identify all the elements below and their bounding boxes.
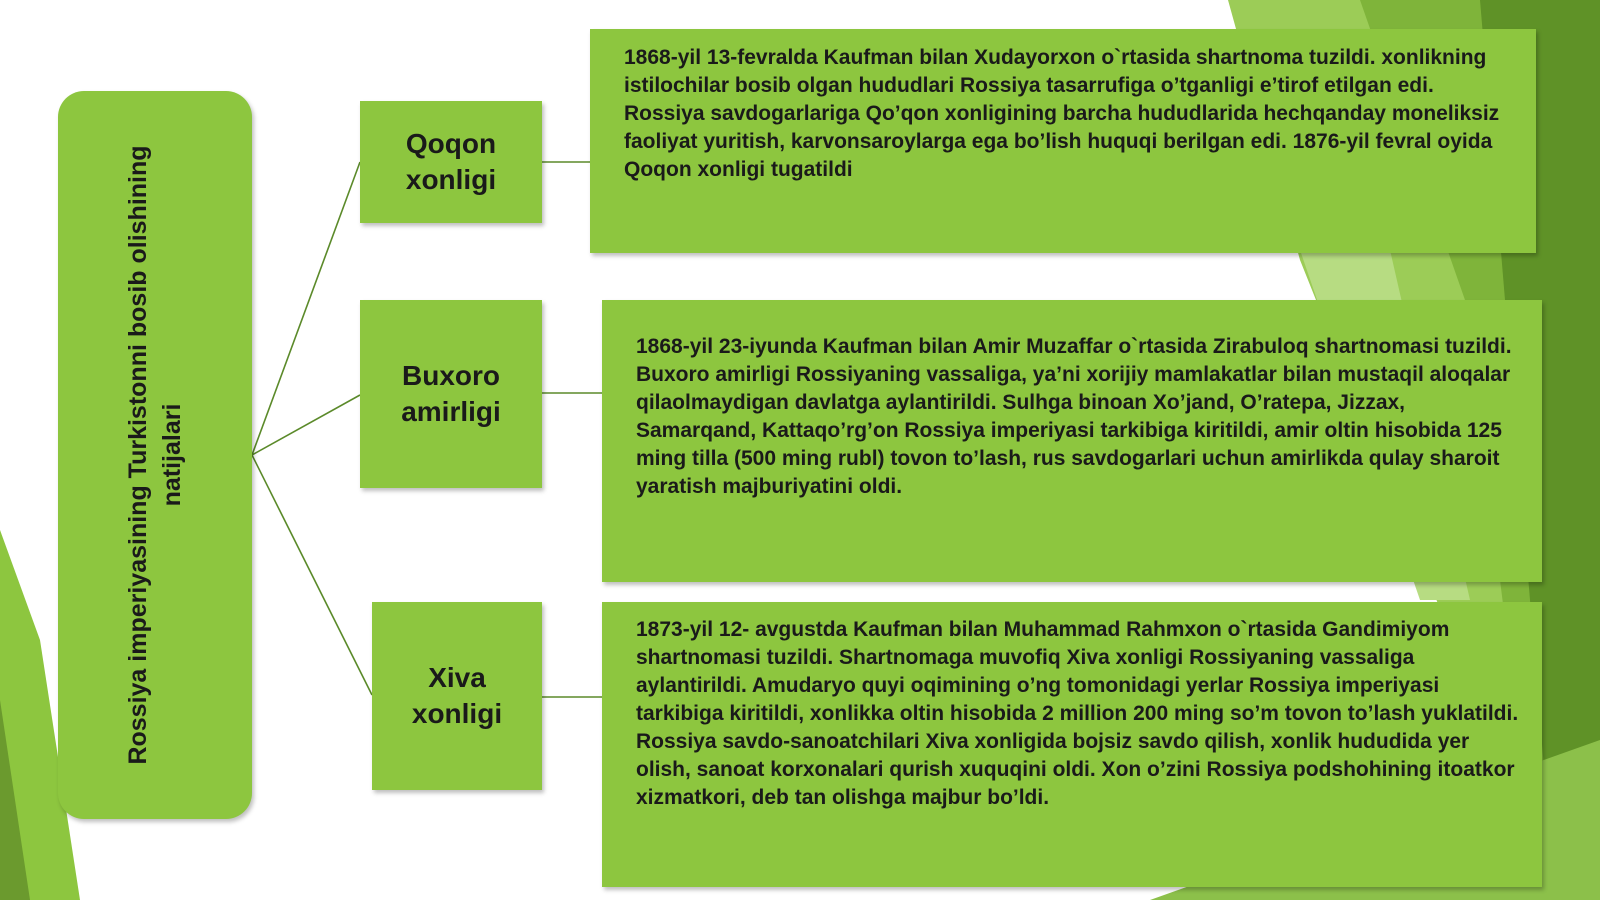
info-box-qoqon (590, 29, 1536, 253)
branch-title-text: Xiva xonligi (411, 662, 503, 729)
branch-title-buxoro (360, 300, 542, 488)
info-box-xiva (602, 602, 1542, 887)
branch-title-xiva (372, 602, 542, 790)
root-title: Rossiya imperiyasining Turkistonni bosib olishining natijalari (124, 145, 186, 765)
info-text: 1868-yil 13-fevralda Kaufman bilan Xudayorxon o`rtasida shartnoma tuzildi. xonlikning istilochilar bosib olgan hududlari Rossiya tasarrufiga o’tganligi e’tirof etilgan edi. Rossiya savdogarlariga Qo’qon xonligining barcha hududlarida hechqanday moneliksiz faoliyat yuritish, karvonsaroylarga ega bo’lish huquqi berilgan edi. 1876-yil fevral oyida Qoqon xonligi tugatildi (624, 46, 1500, 181)
info-text: 1873-yil 12- avgustda Kaufman bilan Muhammad Rahmxon o`rtasida Gandimiyom shartnomasi tuzildi. Shartnomaga muvofiq Xiva xonligi Rossiyaning vassaliga aylantirildi. Amudaryo quyi oqimining o’ng tomonidagi yerlar Rossiya imperiyasi tarkibiga kiritildi, xonlikka oltin hisobida 2 million 200 ming so’m tovon to’lash yuklatildi. Rossiya savdo-sanoatchilari Xiva xonligida bojsiz savdo qilish, xonlik hududida yer olish, sanoat korxonalari qurish xuquqini oldi. Xon o’zini Rossiya podshohining itoatkor xizmatkori, deb tan olishga majbur bo’ldi. (636, 618, 1519, 809)
info-text: 1868-yil 23-iyunda Kaufman bilan Amir Muzaffar o`rtasida Zirabuloq shartnomasi tuzildi. Buxoro amirligi Rossiyaning vassaliga, ya’ni xorijiy mamlakatlar bilan mustaqil aloqalar qilaolmaydigan davlatga aylantirildi. Sulhga binoan Xo’jand, O’ratepa, Jizzax, Samarqand, Kattaqo’rg’on Rossiya imperiyasi tarkibiga kiritildi, amir oltin hisobida 125 ming tilla (500 ming rubl) tovon to’lash, rus savdogarlari uchun amirlikda qulay sharoit yaratish majburiyatini oldi. (636, 335, 1512, 498)
branch-title-text: Qoqon xonligi (405, 128, 497, 195)
info-box-buxoro (602, 300, 1542, 582)
branch-title-text: Buxoro amirligi (401, 360, 501, 427)
branch-title-qoqon (360, 101, 542, 223)
